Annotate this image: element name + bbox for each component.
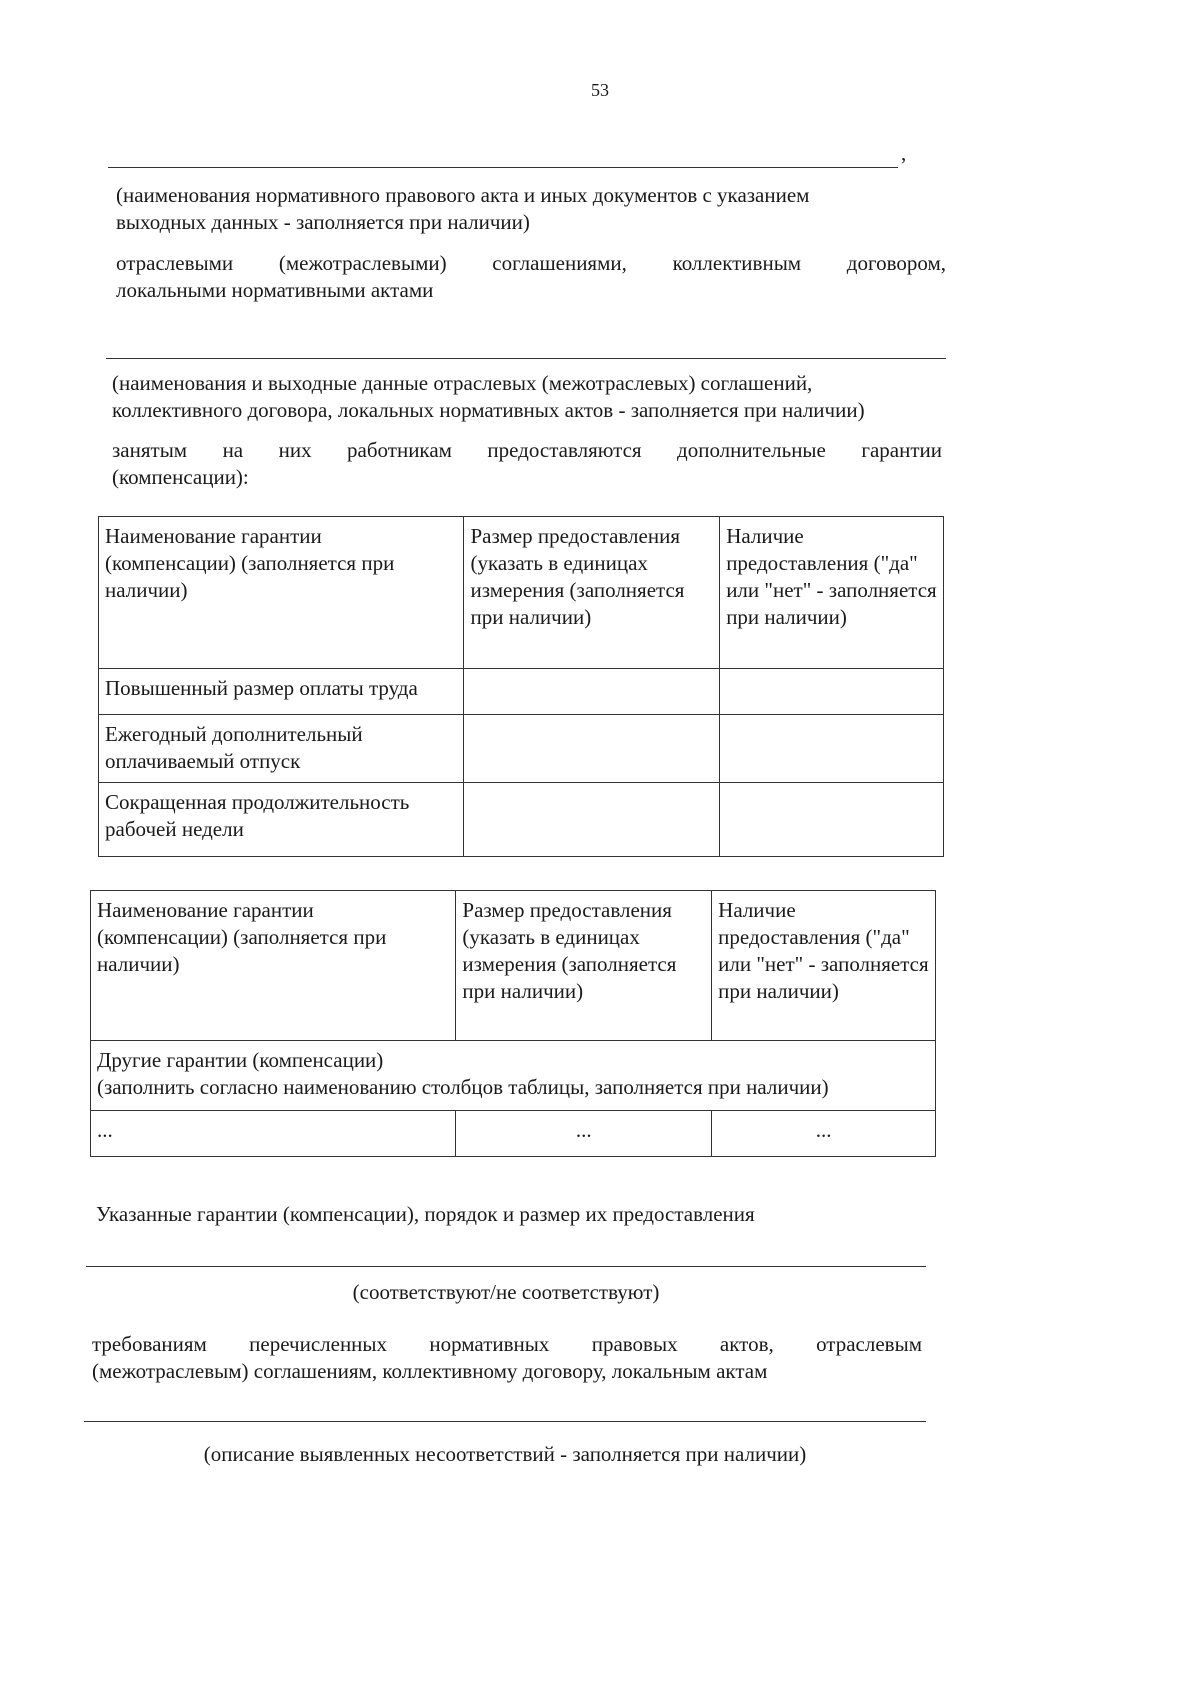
- cell-provision-presence[interactable]: [720, 783, 944, 857]
- table-row: [99, 669, 944, 715]
- other-guarantees-title: Другие гарантии (компенсации): [97, 1048, 384, 1072]
- cell-ellipsis[interactable]: ...: [456, 1111, 712, 1157]
- table-row: [99, 715, 944, 783]
- table-header-row: [99, 517, 944, 669]
- table-header-row: [91, 891, 936, 1041]
- paragraph-compliance-intro: Указанные гарантии (компенсации), порядок и размер их предоставления: [96, 1202, 755, 1226]
- paragraph-requirements-line1: требованиям перечисленных нормативных правовых актов, отраслевым: [92, 1332, 922, 1356]
- paragraph-guarantees-line1: занятым на них работникам предоставляются дополнительные гарантии: [112, 438, 942, 462]
- header-provision-size: Размер предоставления (указать в единицах измерения (заполняется при наличии): [456, 891, 712, 1041]
- caption-agreements: (наименования и выходные данные отраслевых (межотраслевых) соглашений, коллективного договора, локальных нормативных актов - заполняется при наличии): [112, 371, 865, 422]
- table-row: [91, 1111, 936, 1157]
- cell-provision-size[interactable]: [464, 783, 720, 857]
- fill-line-discrepancies: [84, 1421, 926, 1422]
- cell-other-guarantees: [91, 1041, 936, 1111]
- cell-ellipsis[interactable]: ...: [712, 1111, 936, 1157]
- caption-compliance: (соответствуют/не соответствуют): [352, 1280, 660, 1304]
- fill-line-agreements: [106, 358, 946, 359]
- cell-provision-presence[interactable]: [720, 669, 944, 715]
- cell-provision-presence[interactable]: [720, 715, 944, 783]
- table-row: [99, 783, 944, 857]
- cell-guarantee-name: Ежегодный дополнительный оплачиваемый отпуск: [99, 715, 464, 783]
- cell-ellipsis[interactable]: ...: [91, 1111, 456, 1157]
- paragraph-agreements-line2: локальными нормативными актами: [116, 278, 434, 302]
- header-provision-size: Размер предоставления (указать в единицах измерения (заполняется при наличии): [464, 517, 720, 669]
- cell-provision-size[interactable]: [464, 715, 720, 783]
- other-guarantees-note: (заполнить согласно наименованию столбцов таблицы, заполняется при наличии): [97, 1075, 829, 1099]
- fill-line-document-names: [108, 167, 898, 168]
- table-row-other-guarantees: [91, 1041, 936, 1111]
- paragraph-guarantees-line2: (компенсации):: [112, 465, 249, 489]
- cell-guarantee-name: Повышенный размер оплаты труда: [99, 669, 464, 715]
- page-number: 53: [591, 80, 609, 100]
- header-provision-presence: Наличие предоставления ("да" или "нет" - заполняется при наличии): [720, 517, 944, 669]
- cell-provision-size[interactable]: [464, 669, 720, 715]
- header-guarantee-name: Наименование гарантии (компенсации) (заполняется при наличии): [91, 891, 456, 1041]
- paragraph-agreements-line1: отраслевыми (межотраслевыми) соглашениями, коллективным договором,: [116, 251, 946, 275]
- caption-discrepancies: (описание выявленных несоответствий - заполняется при наличии): [203, 1442, 807, 1466]
- paragraph-requirements-line2: (межотраслевым) соглашениям, коллективному договору, локальным актам: [92, 1359, 768, 1383]
- trailing-comma: ,: [901, 141, 907, 165]
- caption-document-names: (наименования нормативного правового акта и иных документов с указанием выходных данных - заполняется при наличии): [116, 183, 810, 234]
- guarantees-table: [98, 516, 944, 857]
- header-provision-presence: Наличие предоставления ("да" или "нет" - заполняется при наличии): [712, 891, 936, 1041]
- other-guarantees-table: [90, 890, 936, 1157]
- header-guarantee-name: Наименование гарантии (компенсации) (заполняется при наличии): [99, 517, 464, 669]
- fill-line-compliance: [86, 1266, 926, 1267]
- cell-guarantee-name: Сокращенная продолжительность рабочей недели: [99, 783, 464, 857]
